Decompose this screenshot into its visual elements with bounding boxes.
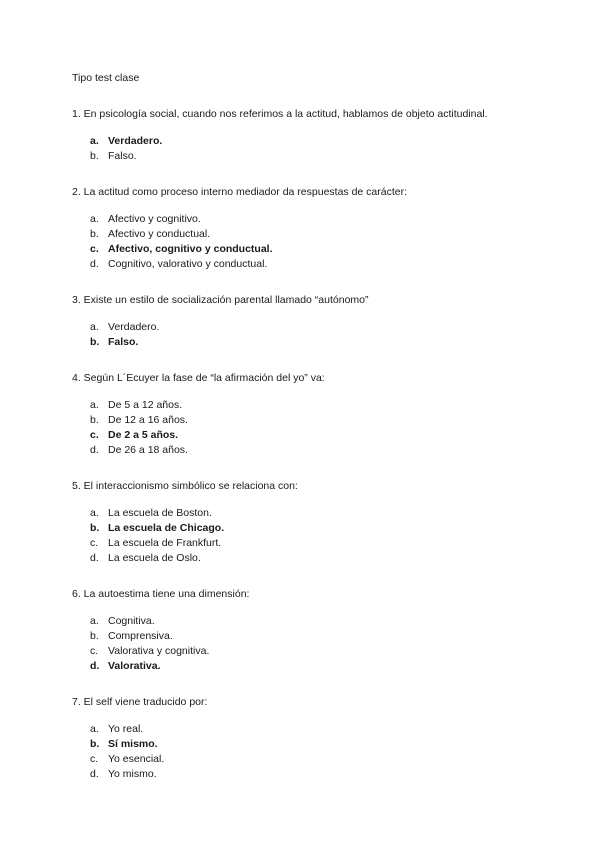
option-text: Valorativa. — [108, 660, 161, 672]
option-item — [72, 551, 542, 566]
option-letter: b. — [90, 522, 100, 534]
option-item — [72, 722, 542, 737]
option-item — [72, 257, 542, 272]
question-block — [72, 478, 542, 566]
option-list — [72, 614, 542, 674]
question-text: 6. La autoestima tiene una dimensión: — [72, 588, 250, 600]
option-letter: d. — [90, 258, 99, 270]
option-item — [72, 320, 542, 335]
option-letter: a. — [90, 723, 99, 735]
question-block — [72, 370, 542, 458]
option-letter: c. — [90, 429, 99, 441]
option-item — [72, 149, 542, 164]
option-text: Falso. — [108, 336, 139, 348]
option-item — [72, 506, 542, 521]
option-text: De 5 a 12 años. — [108, 399, 183, 411]
option-text: La escuela de Boston. — [108, 507, 212, 519]
option-item — [72, 767, 542, 782]
option-item — [72, 413, 542, 428]
option-item-correct — [72, 659, 542, 674]
option-text: Yo real. — [108, 723, 144, 735]
option-text: De 2 a 5 años. — [108, 429, 179, 441]
question-block — [72, 292, 542, 350]
option-letter: a. — [90, 615, 99, 627]
option-letter: b. — [90, 738, 100, 750]
option-text: La escuela de Oslo. — [108, 552, 201, 564]
option-letter: a. — [90, 321, 99, 333]
option-letter: c. — [90, 243, 99, 255]
question-block — [72, 694, 542, 782]
option-item-correct — [72, 134, 542, 149]
option-item-correct — [72, 737, 542, 752]
option-item-correct — [72, 242, 542, 257]
option-letter: a. — [90, 135, 99, 147]
question-list — [72, 106, 542, 782]
option-item — [72, 644, 542, 659]
option-item — [72, 629, 542, 644]
option-text: La escuela de Chicago. — [108, 522, 225, 534]
option-item-correct — [72, 428, 542, 443]
option-letter: d. — [90, 660, 100, 672]
option-text: Valorativa y cognitiva. — [108, 645, 210, 657]
option-item — [72, 398, 542, 413]
option-text: Sí mismo. — [108, 738, 158, 750]
option-text: Yo mismo. — [108, 768, 157, 780]
option-letter: c. — [90, 645, 99, 657]
option-item — [72, 536, 542, 551]
question-text: 2. La actitud como proceso interno mediador da respuestas de carácter: — [72, 186, 408, 198]
option-letter: c. — [90, 537, 99, 549]
option-item — [72, 614, 542, 629]
option-text: Yo esencial. — [108, 753, 165, 765]
question-text: 4. Según L´Ecuyer la fase de “la afirmación del yo” va: — [72, 372, 325, 384]
option-list — [72, 320, 542, 350]
option-letter: d. — [90, 444, 99, 456]
option-item-correct — [72, 335, 542, 350]
option-text: Cognitiva. — [108, 615, 155, 627]
option-letter: d. — [90, 552, 99, 564]
option-item-correct — [72, 521, 542, 536]
document-page — [72, 70, 542, 802]
option-letter: b. — [90, 414, 99, 426]
option-letter: c. — [90, 753, 99, 765]
option-list — [72, 506, 542, 566]
question-text: 3. Existe un estilo de socialización parental llamado “autónomo” — [72, 294, 369, 306]
option-letter: b. — [90, 228, 99, 240]
option-text: Cognitivo, valorativo y conductual. — [108, 258, 268, 270]
document-title: Tipo test clase — [72, 72, 140, 84]
question-text: 7. El self viene traducido por: — [72, 696, 208, 708]
option-text: Verdadero. — [108, 135, 163, 147]
question-text: 1. En psicología social, cuando nos referimos a la actitud, hablamos de objeto actitudinal. — [72, 108, 488, 120]
option-text: Verdadero. — [108, 321, 160, 333]
option-list — [72, 722, 542, 782]
option-text: Afectivo y cognitivo. — [108, 213, 201, 225]
option-item — [72, 752, 542, 767]
option-letter: a. — [90, 213, 99, 225]
option-text: Afectivo y conductual. — [108, 228, 211, 240]
option-text: De 26 a 18 años. — [108, 444, 188, 456]
option-list — [72, 398, 542, 458]
option-letter: a. — [90, 507, 99, 519]
option-list — [72, 134, 542, 164]
option-letter: b. — [90, 150, 99, 162]
option-item — [72, 443, 542, 458]
option-text: Comprensiva. — [108, 630, 173, 642]
option-text: La escuela de Frankfurt. — [108, 537, 222, 549]
option-letter: b. — [90, 336, 100, 348]
option-letter: a. — [90, 399, 99, 411]
option-text: De 12 a 16 años. — [108, 414, 188, 426]
question-block — [72, 586, 542, 674]
option-item — [72, 212, 542, 227]
option-letter: d. — [90, 768, 99, 780]
question-block — [72, 106, 542, 164]
question-block — [72, 184, 542, 272]
option-text: Afectivo, cognitivo y conductual. — [108, 243, 273, 255]
option-letter: b. — [90, 630, 99, 642]
option-item — [72, 227, 542, 242]
question-text: 5. El interaccionismo simbólico se relaciona con: — [72, 480, 298, 492]
option-text: Falso. — [108, 150, 137, 162]
option-list — [72, 212, 542, 272]
